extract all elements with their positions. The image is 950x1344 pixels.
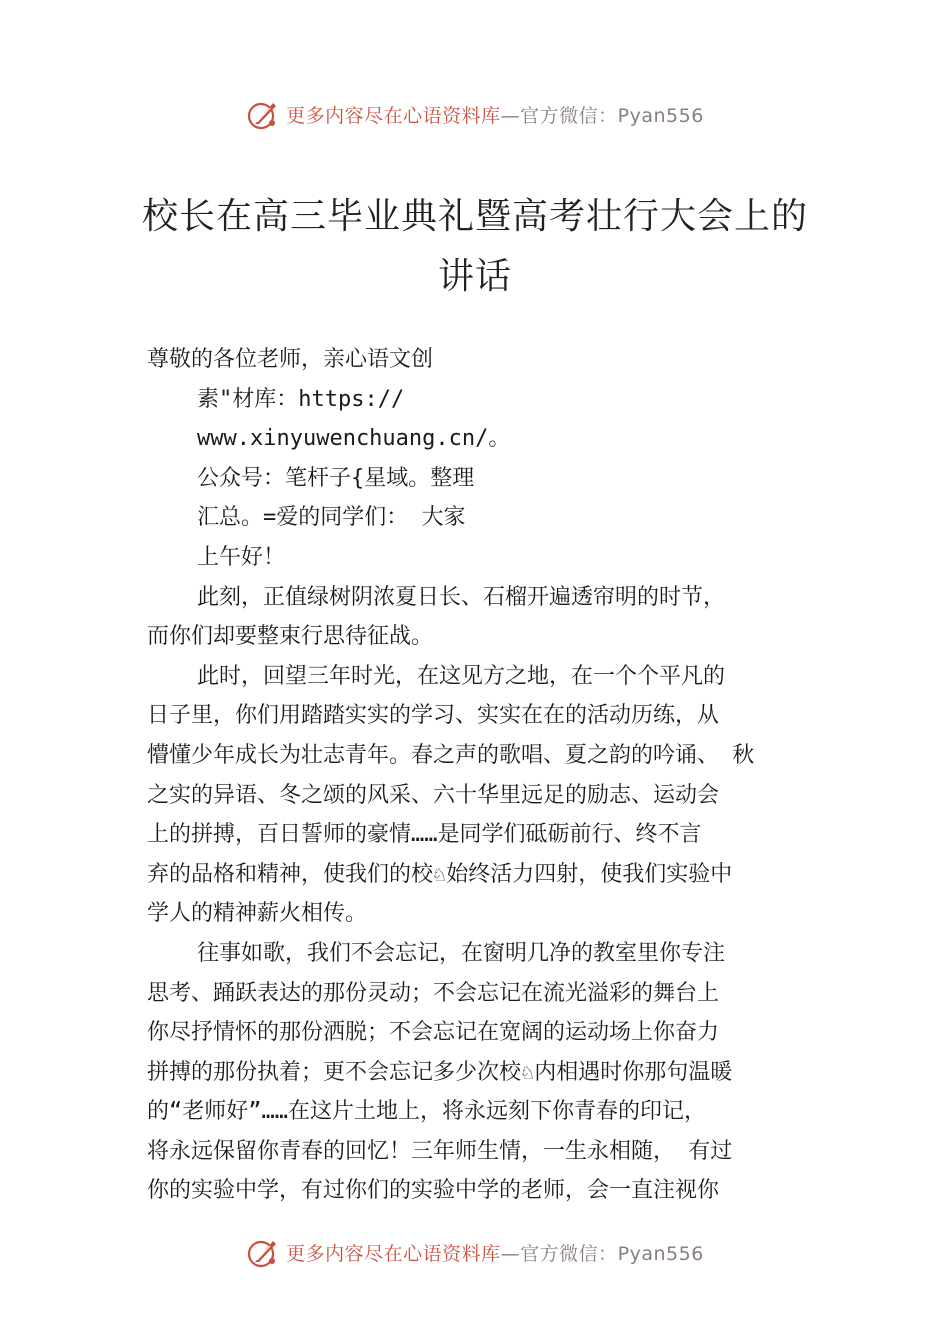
document-title-line-1: 校长在高三毕业典礼暨高考壮行大会上的	[141, 196, 808, 237]
banner-text-gray: —官方微信：Pyan556	[500, 104, 704, 127]
banner-text	[286, 101, 704, 128]
feather-pen-logo-icon	[246, 1235, 280, 1269]
body-line: 素"材库：https://	[197, 386, 405, 412]
header-banner	[0, 94, 950, 134]
body-line: 的“老师好”……在这片土地上，将永远刻下你青春的印记，	[147, 1099, 706, 1125]
footer-banner	[0, 1232, 950, 1272]
body-line: 思考、踊跃表达的那份灵动；不会忘记在流光溢彩的舞台上	[147, 980, 720, 1006]
body-line: 上午好！	[197, 544, 286, 570]
body-line: 拼搏的那份执着；更不会忘记多少次校♘内相遇时你那句温暖	[147, 1059, 733, 1085]
body-line: 此刻，正值绿树阴浓夏日长、石榴开遍透帘明的时节，	[197, 584, 726, 610]
body-line: 往事如歌，我们不会忘记，在窗明几净的教室里你专注	[197, 940, 726, 966]
body-line: 此时，回望三年时光，在这见方之地，在一个个平凡的	[197, 663, 726, 689]
body-line: 上的拼搏，百日誓师的豪情……是同学们砥砺前行、终不言	[147, 822, 702, 848]
banner-text-gray: —官方微信：Pyan556	[500, 1242, 704, 1265]
body-line: 你的实验中学，有过你们的实验中学的老师，会一直注视你	[147, 1178, 720, 1204]
body-line: 你尽抒情怀的那份洒脱；不会忘记在宽阔的运动场上你奋力	[147, 1020, 720, 1046]
body-line: 日子里，你们用踏踏实实的学习、实实在在的活动历练，从	[147, 703, 720, 729]
feather-pen-logo-icon	[246, 97, 280, 131]
document-body	[147, 340, 827, 1211]
body-line: 公众号：笔杆子{星域。整理	[197, 465, 475, 491]
body-line: www.xinyuwenchuang.cn/。	[197, 426, 511, 452]
body-line: 尊敬的各位老师，亲心语文创	[147, 347, 434, 372]
banner-text-red: 更多内容尽在心语资料库	[286, 1242, 501, 1265]
body-line: 弃的品格和精神，使我们的校♘始终活力四射，使我们实验中	[147, 861, 733, 887]
banner-text-red: 更多内容尽在心语资料库	[286, 104, 501, 127]
document-title-line-2: 讲话	[437, 256, 512, 297]
body-line: 之实的异语、冬之颂的风采、六十华里远足的励志、运动会	[147, 782, 720, 808]
banner-text	[286, 1239, 704, 1266]
body-line: 学人的精神薪火相传。	[147, 901, 368, 927]
body-line: 汇总。=爱的同学们： 大家	[197, 505, 466, 531]
body-line: 将永远保留你青春的回忆！三年师生情，一生永相随， 有过	[147, 1138, 733, 1164]
body-line: 懵懂少年成长为壮志青年。春之声的歌唱、夏之韵的吟诵、 秋	[147, 742, 755, 768]
body-line: 而你们却要整束行思待征战。	[147, 624, 434, 650]
